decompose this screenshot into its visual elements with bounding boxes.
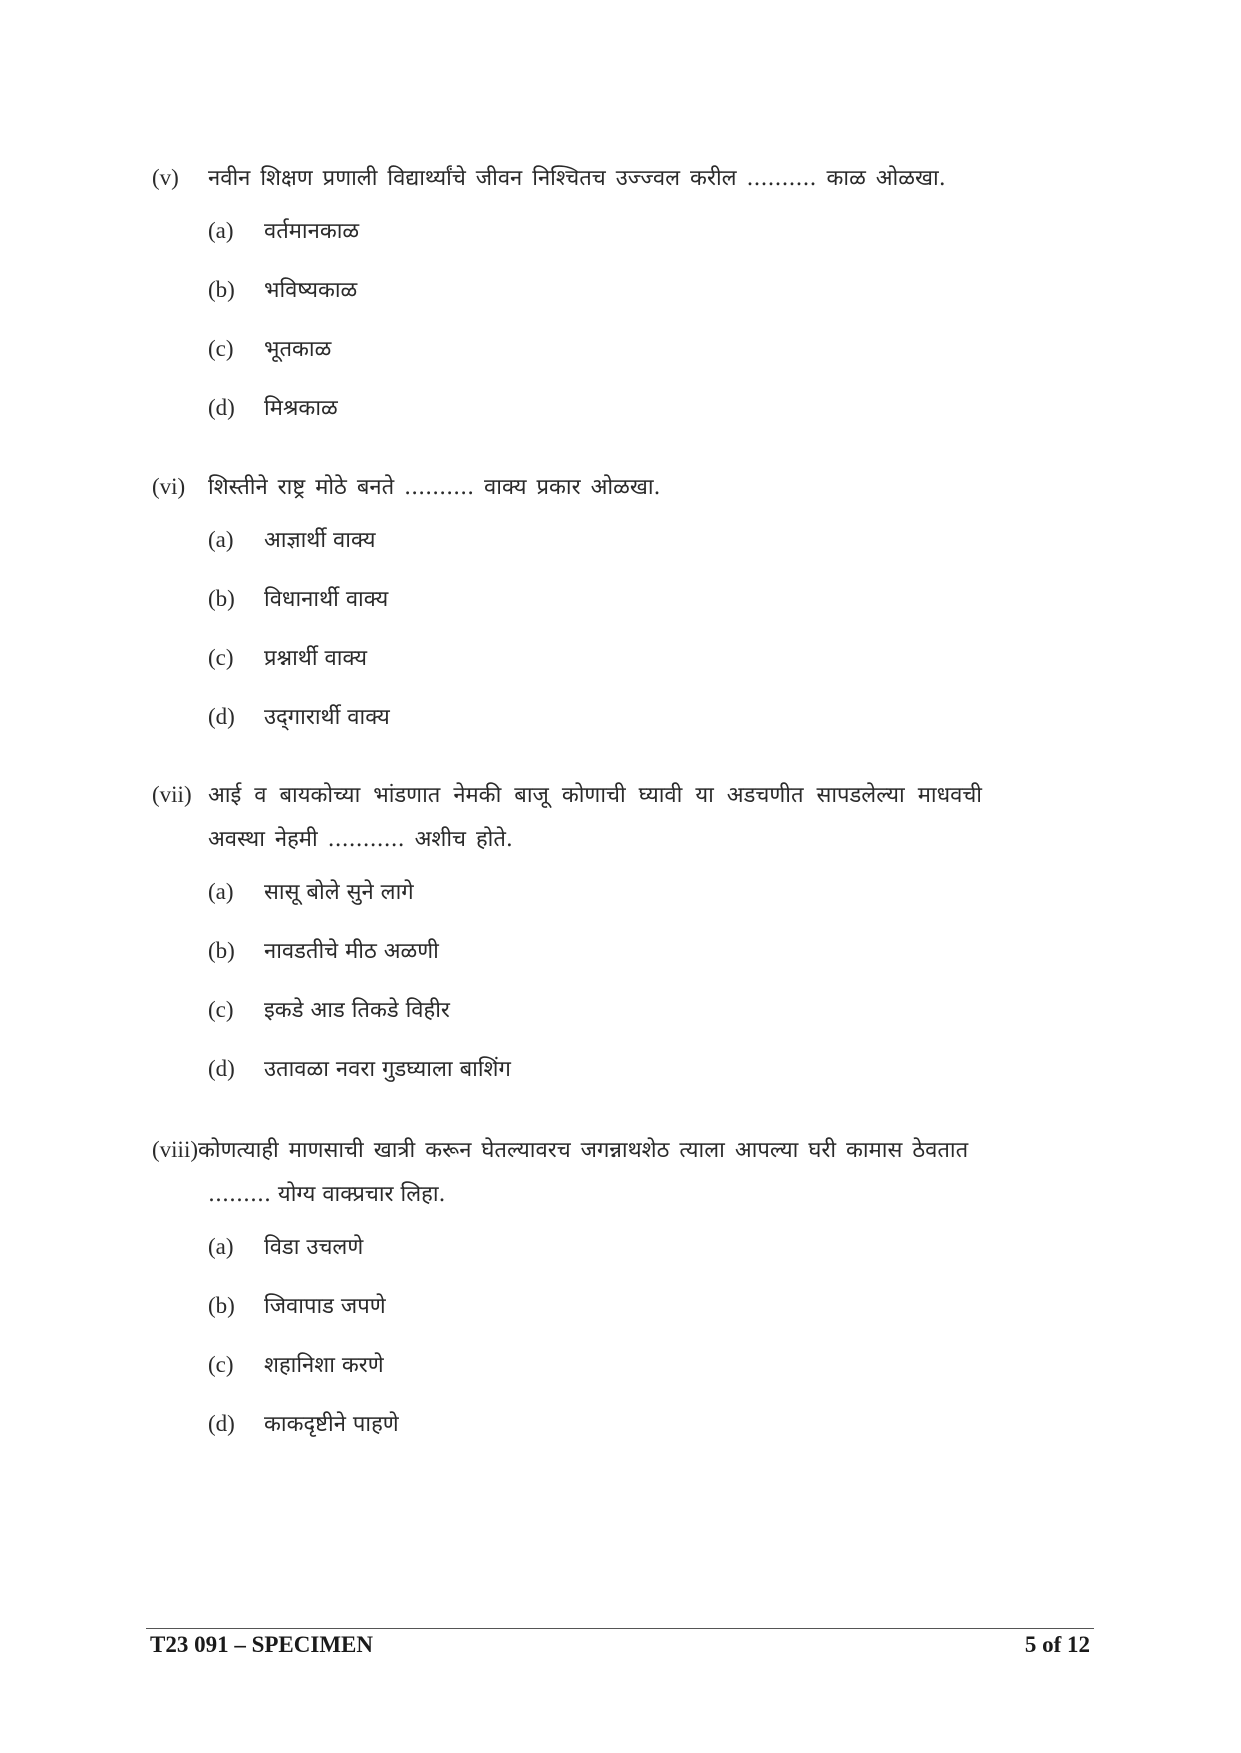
question-text: आई व बायकोच्या भांडणात नेमकी बाजू कोणाची घ्यावी या अडचणीत सापडलेल्या माधवची अवस्था नेहमी ........... अशीच होते. <box>208 783 982 852</box>
question-text: शिस्तीने राष्ट्र मोठे बनते .......... वाक्य प्रकार ओळखा. <box>208 475 661 500</box>
option-b <box>152 935 982 994</box>
option-letter: (d) <box>208 704 235 729</box>
option-text: प्रश्नार्थी वाक्य <box>264 646 367 671</box>
option-a <box>152 524 982 583</box>
option-text: आज्ञार्थी वाक्य <box>264 528 376 553</box>
footer-divider <box>146 1628 1094 1629</box>
option-text: उतावळा नवरा गुडघ्याला बाशिंग <box>264 1057 511 1082</box>
option-letter: (a) <box>208 879 234 904</box>
options-list <box>152 1231 982 1467</box>
option-letter: (d) <box>208 395 235 420</box>
option-d <box>152 701 982 760</box>
option-b <box>152 274 982 333</box>
question-text: कोणत्याही माणसाची खात्री करून घेतल्यावरच जगन्नाथशेठ त्याला आपल्या घरी कामास ठेवतात <box>198 1138 969 1163</box>
option-b <box>152 1290 982 1349</box>
option-text: वर्तमानकाळ <box>264 219 360 244</box>
option-d <box>152 1053 982 1112</box>
footer-paper-code: T23 091 – SPECIMEN <box>150 1632 373 1657</box>
question-subtext: ......... योग्य वाक्प्रचार लिहा. <box>208 1182 446 1207</box>
option-text: भविष्यकाळ <box>264 278 358 303</box>
option-text: भूतकाळ <box>264 337 332 362</box>
question-number: (vii) <box>152 782 192 807</box>
option-text: विडा उचलणे <box>264 1235 364 1260</box>
question-number: (vi) <box>152 474 186 499</box>
option-letter: (b) <box>208 1293 235 1318</box>
option-letter: (b) <box>208 586 235 611</box>
option-letter: (c) <box>208 645 234 670</box>
option-letter: (c) <box>208 1352 234 1377</box>
option-c <box>152 333 982 392</box>
option-letter: (b) <box>208 277 235 302</box>
options-list <box>152 215 982 451</box>
option-text: काकदृष्टीने पाहणे <box>264 1412 399 1437</box>
option-letter: (c) <box>208 997 234 1022</box>
question-vi <box>152 465 982 760</box>
question-viii <box>152 1128 982 1467</box>
option-letter: (d) <box>208 1411 235 1436</box>
option-text: जिवापाड जपणे <box>264 1294 386 1319</box>
options-list <box>152 524 982 760</box>
option-text: मिश्रकाळ <box>264 396 338 421</box>
question-text: नवीन शिक्षण प्रणाली विद्यार्थ्यांचे जीवन निश्चितच उज्ज्वल करील .......... काळ ओळखा. <box>208 166 946 191</box>
option-text: नावडतीचे मीठ अळणी <box>264 939 439 964</box>
option-text: सासू बोले सुने लागे <box>264 880 414 905</box>
option-letter: (b) <box>208 938 235 963</box>
option-a <box>152 1231 982 1290</box>
option-letter: (a) <box>208 218 234 243</box>
option-text: इकडे आड तिकडे विहीर <box>264 998 450 1023</box>
question-v <box>152 156 982 451</box>
option-a <box>152 876 982 935</box>
option-text: विधानार्थी वाक्य <box>264 587 389 612</box>
option-a <box>152 215 982 274</box>
option-c <box>152 642 982 701</box>
question-number: (v) <box>152 165 179 190</box>
option-d <box>152 1408 982 1467</box>
option-letter: (a) <box>208 1234 234 1259</box>
option-d <box>152 392 982 451</box>
question-number: (viii) <box>152 1137 198 1162</box>
question-vii <box>152 773 982 1112</box>
option-c <box>152 1349 982 1408</box>
option-letter: (d) <box>208 1056 235 1081</box>
option-letter: (a) <box>208 527 234 552</box>
option-letter: (c) <box>208 336 234 361</box>
option-text: शहानिशा करणे <box>264 1353 384 1378</box>
footer-page-number: 5 of 12 <box>1024 1632 1090 1657</box>
option-text: उद्‌गारार्थी वाक्य <box>264 705 390 730</box>
options-list <box>152 876 982 1112</box>
option-b <box>152 583 982 642</box>
option-c <box>152 994 982 1053</box>
